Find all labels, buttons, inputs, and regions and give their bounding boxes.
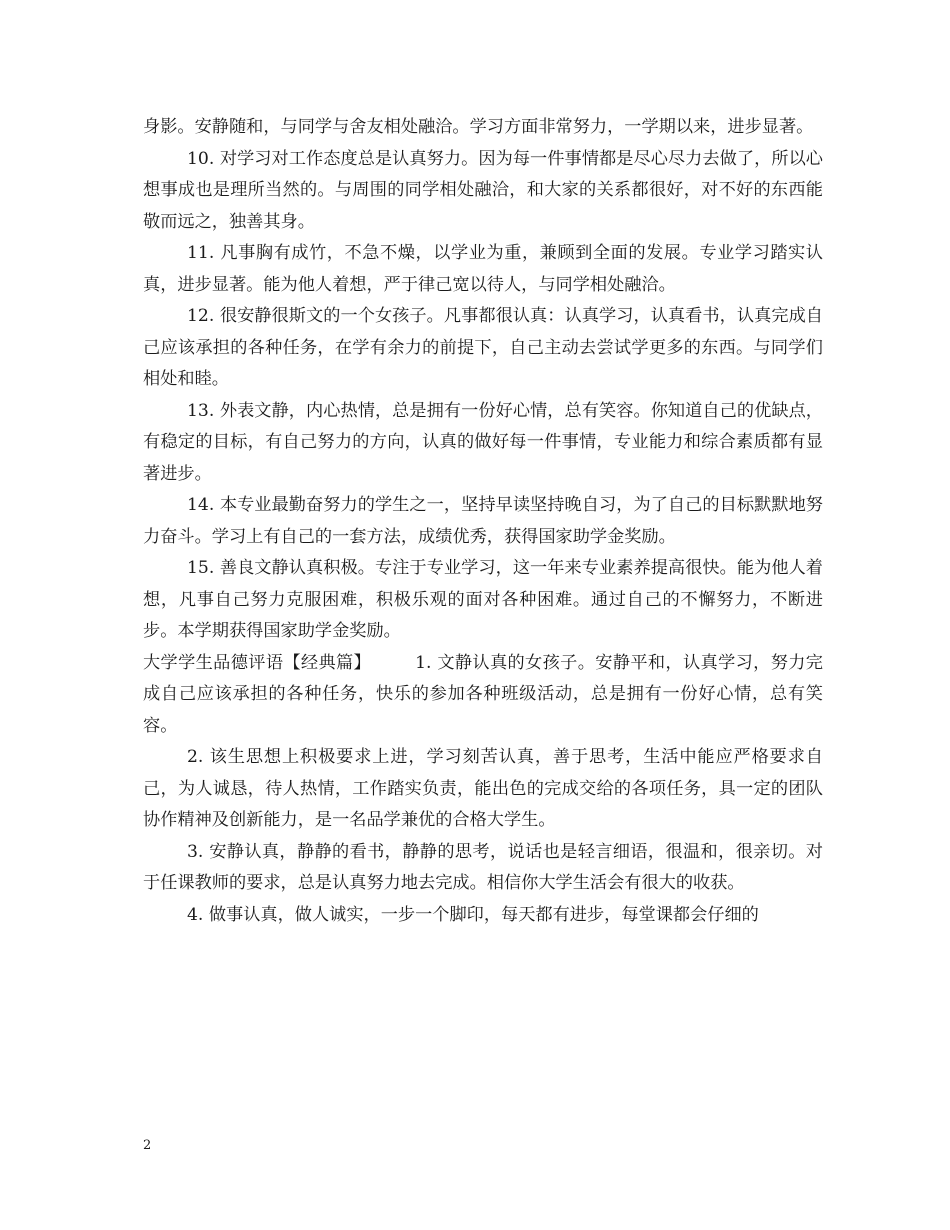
section-paragraph	[143, 648, 823, 743]
section-item-1: 1. 文静认真的女孩子。安静平和，认真学习，努力完成自己应该承担的各种任务，快乐的参加各种班级活动，总是拥有一份好心情，总有笑容。	[143, 652, 823, 736]
section-heading: 大学学生品德评语【经典篇】	[143, 652, 372, 673]
paragraph-item-11: 11. 凡事胸有成竹，不急不燥，以学业为重，兼顾到全面的发展。专业学习踏实认真，进步显著。能为他人着想，严于律己宽以待人，与同学相处融洽。	[143, 243, 823, 295]
paragraph-item-10: 10. 对学习对工作态度总是认真努力。因为每一件事情都是尽心尽力去做了，所以心想事成也是理所当然的。与周围的同学相处融洽，和大家的关系都很好，对不好的东西能敬而远之，独善其身。	[143, 148, 823, 232]
paragraph-item-14: 14. 本专业最勤奋努力的学生之一，坚持早读坚持晚自习，为了自己的目标默默地努力奋斗。学习上有自己的一套方法，成绩优秀，获得国家助学金奖励。	[143, 495, 823, 547]
section-item-4: 4. 做事认真，做人诚实，一步一个脚印，每天都有进步，每堂课都会仔细的	[187, 904, 759, 925]
paragraph-item-15: 15. 善良文静认真积极。专注于专业学习，这一年来专业素养提高很快。能为他人着想，凡事自己努力克服困难，积极乐观的面对各种困难。通过自己的不懈努力，不断进步。本学期获得国家助学金奖励。	[143, 558, 823, 641]
section-item-2: 2. 该生思想上积极要求上进，学习刻苦认真，善于思考，生活中能应严格要求自己，为人诚恳，待人热情，工作踏实负责，能出色的完成交给的各项任务，具一定的团队协作精神及创新能力，是一名品学兼优的合格大学生。	[143, 747, 823, 830]
section-item-3: 3. 安静认真，静静的看书，静静的思考，说话也是轻言细语，很温和，很亲切。对于任课教师的要求，总是认真努力地去完成。相信你大学生活会有很大的收获。	[143, 841, 823, 893]
paragraph-item-12: 12. 很安静很斯文的一个女孩子。凡事都很认真：认真学习，认真看书，认真完成自己应该承担的各种任务，在学有余力的前提下，自己主动去尝试学更多的东西。与同学们相处和睦。	[143, 306, 823, 389]
paragraph-item-13: 13. 外表文静，内心热情，总是拥有一份好心情，总有笑容。你知道自己的优缺点，有稳定的目标，有自己努力的方向，认真的做好每一件事情，专业能力和综合素质都有显著进步。	[143, 400, 823, 484]
page-number: 2	[143, 1138, 152, 1153]
document-body	[143, 112, 823, 931]
paragraph-continued: 身影。安静随和，与同学与舍友相处融洽。学习方面非常努力，一学期以来，进步显著。	[143, 117, 814, 137]
